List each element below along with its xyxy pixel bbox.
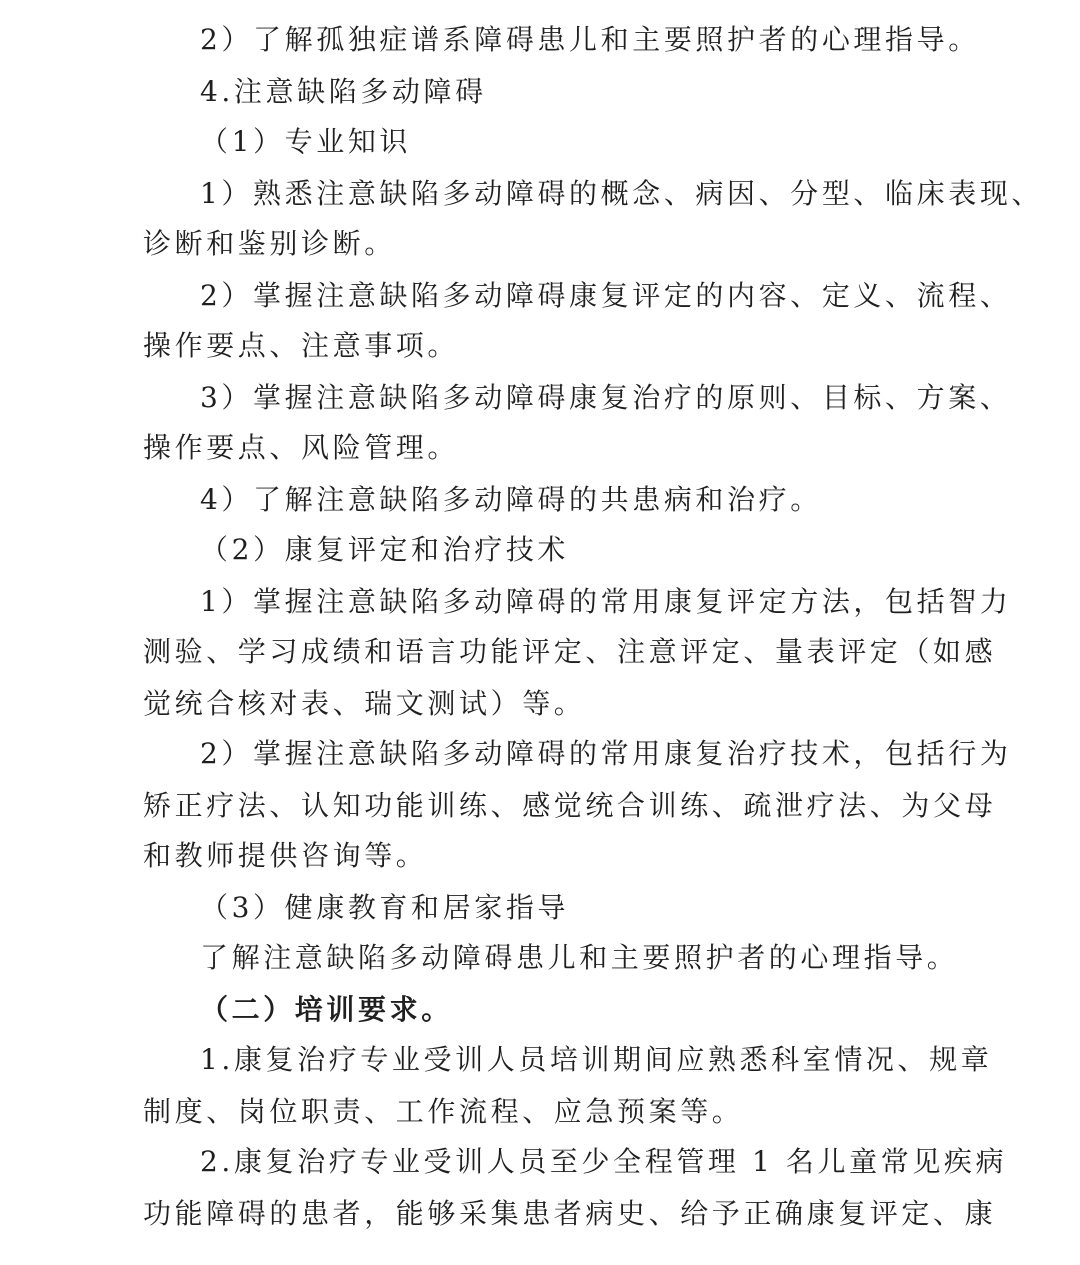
- text-line: 2）了解孤独症谱系障碍患儿和主要照护者的心理指导。: [200, 23, 980, 56]
- text-line: 2）掌握注意缺陷多动障碍的常用康复治疗技术，包括行为: [200, 737, 1012, 770]
- text-line: 2）掌握注意缺陷多动障碍康复评定的内容、定义、流程、: [200, 279, 1012, 312]
- subsection-heading: （2）康复评定和治疗技术: [200, 533, 570, 566]
- text-line: 操作要点、风险管理。: [143, 431, 460, 464]
- text-line: 和教师提供咨询等。: [143, 839, 428, 872]
- section-heading: 4.注意缺陷多动障碍: [200, 75, 487, 108]
- section-heading: （二）培训要求。: [200, 993, 453, 1026]
- subsection-heading: （3）健康教育和居家指导: [200, 891, 570, 924]
- text-line: 了解注意缺陷多动障碍患儿和主要照护者的心理指导。: [200, 941, 959, 974]
- text-line: 诊断和鉴别诊断。: [143, 227, 396, 260]
- text-line: 1.康复治疗专业受训人员培训期间应熟悉科室情况、规章: [200, 1043, 993, 1076]
- text-line: 4）了解注意缺陷多动障碍的共患病和治疗。: [200, 483, 822, 516]
- text-line: 1）掌握注意缺陷多动障碍的常用康复评定方法，包括智力: [200, 585, 1012, 618]
- text-line: 觉统合核对表、瑞文测试）等。: [143, 687, 586, 720]
- text-line: 1）熟悉注意缺陷多动障碍的概念、病因、分型、临床表现、: [200, 177, 1044, 210]
- text-line: 矫正疗法、认知功能训练、感觉统合训练、疏泄疗法、为父母: [143, 789, 997, 822]
- text-line: 制度、岗位职责、工作流程、应急预案等。: [143, 1095, 744, 1128]
- text-line: 2.康复治疗专业受训人员至少全程管理 1 名儿童常见疾病: [200, 1145, 1008, 1178]
- subsection-heading: （1）专业知识: [200, 125, 412, 158]
- text-line: 操作要点、注意事项。: [143, 329, 460, 362]
- text-line: 功能障碍的患者，能够采集患者病史、给予正确康复评定、康: [143, 1197, 997, 1230]
- text-line: 测验、学习成绩和语言功能评定、注意评定、量表评定（如感: [143, 635, 997, 668]
- text-line: 3）掌握注意缺陷多动障碍康复治疗的原则、目标、方案、: [200, 381, 1012, 414]
